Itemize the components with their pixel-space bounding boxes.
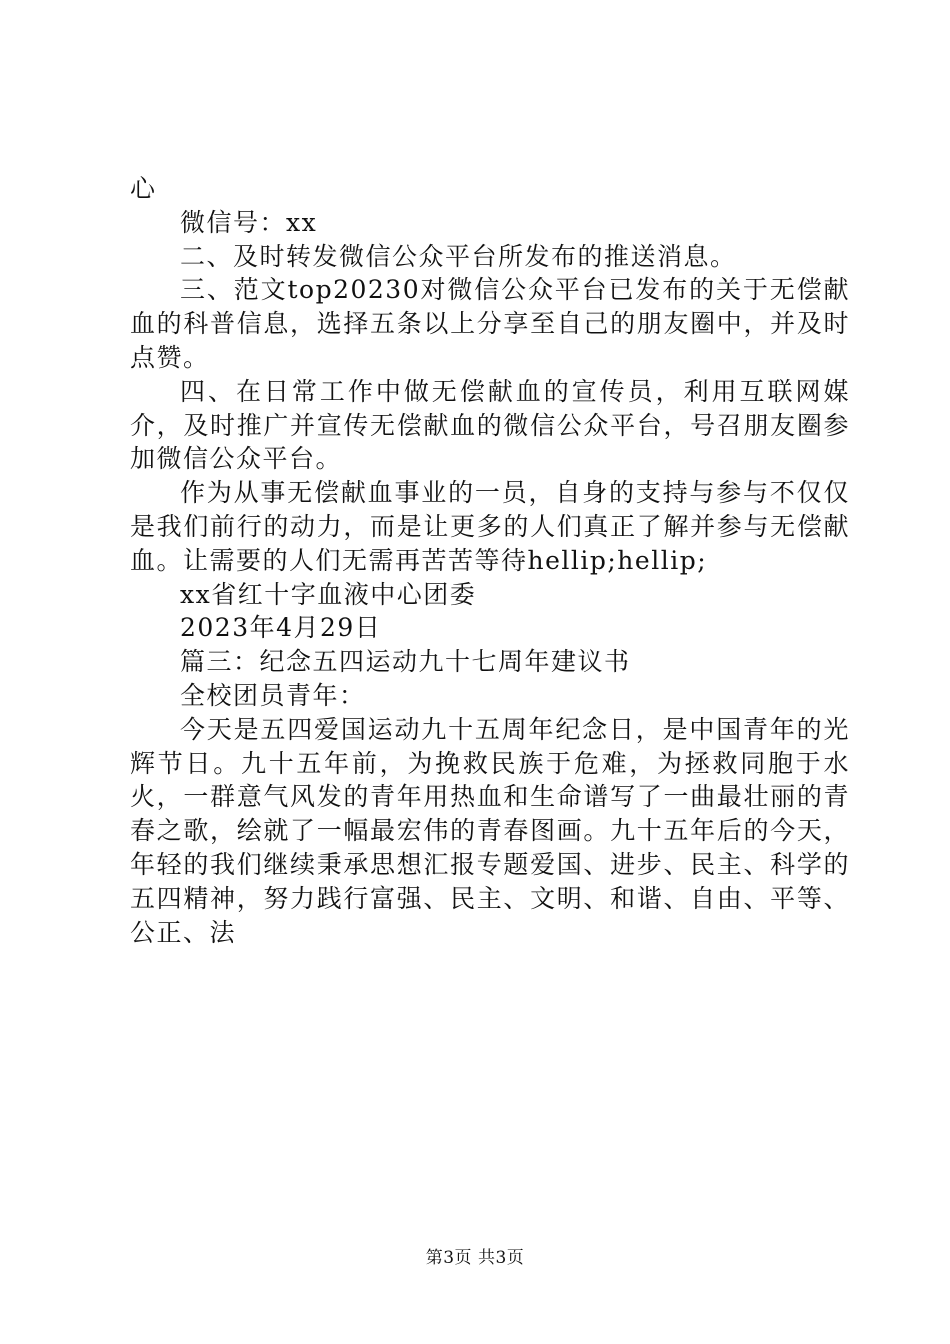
paragraph-item-4: 四、在日常工作中做无偿献血的宣传员，利用互联网媒介，及时推广并宣传无偿献血的微信公众平台，号召朋友圈参加微信公众平台。 bbox=[130, 376, 850, 474]
paragraph-item-3: 三、范文top20230对微信公众平台已发布的关于无偿献血的科普信息，选择五条以上分享至自己的朋友圈中，并及时点赞。 bbox=[130, 275, 850, 372]
document-body bbox=[130, 172, 850, 949]
signature-organization: xx省红十字血液中心团委 bbox=[180, 579, 477, 609]
paragraph-closing: 作为从事无偿献血事业的一员，自身的支持与参与不仅仅是我们前行的动力，而是让更多的人们真正了解并参与无偿献血。让需要的人们无需再苦苦等待hellip;hellip; bbox=[130, 478, 850, 575]
paragraph-wechat-id: 微信号：xx bbox=[180, 207, 318, 237]
section-title: 篇三：纪念五四运动九十七周年建议书 bbox=[180, 647, 631, 677]
page-footer: 第3页 共3页 bbox=[425, 1248, 525, 1268]
signature-date: 2023年4月29日 bbox=[180, 613, 382, 643]
paragraph-item-2: 二、及时转发微信公众平台所发布的推送消息。 bbox=[180, 241, 737, 271]
salutation: 全校团员青年： bbox=[180, 680, 366, 710]
paragraph-main: 今天是五四爱国运动九十五周年纪念日，是中国青年的光辉节日。九十五年前，为挽救民族于危难，为拯救同胞于水火，一群意气风发的青年用热血和生命谱写了一曲最壮丽的青春之歌，绘就了一幅最宏伟的青春图画。九十五年后的今天，年轻的我们继续秉承思想汇报专题爱国、进步、民主、科学的五四精神，努力践行富强、民主、文明、和谐、自由、平等、公正、法 bbox=[130, 714, 850, 947]
paragraph-continuation: 心 bbox=[130, 174, 157, 203]
